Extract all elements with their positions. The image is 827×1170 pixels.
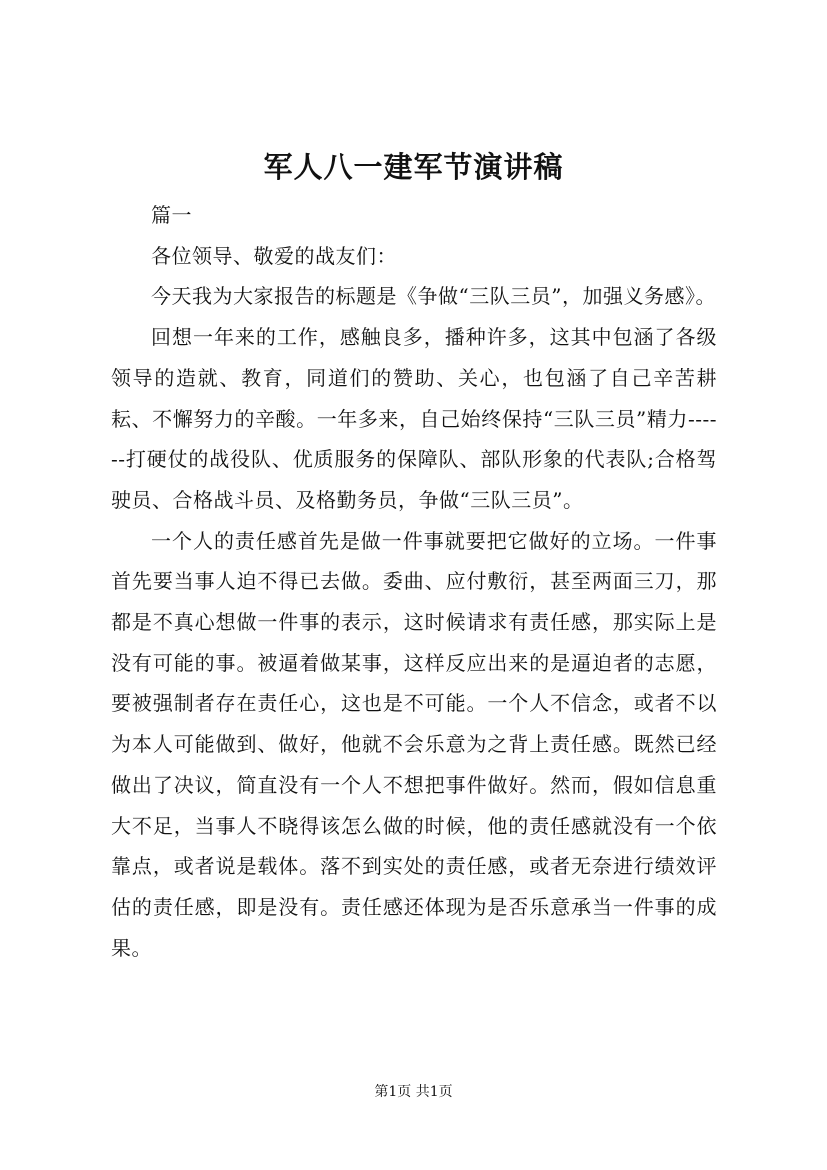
responsibility-paragraph: 一个人的责任感首先是做一件事就要把它做好的立场。一件事首先要当事人迫不得已去做。委曲、应付敷衍，甚至两面三刀，那都是不真心想做一件事的表示，这时候请求有责任感，那实际上是没有可能的事。被逼着做某事，这样反应出来的是逼迫者的志愿，要被强制者存在责任心，这也是不可能。一个人不信念，或者不以为本人可能做到、做好，他就不会乐意为之背上责任感。既然已经做出了决议，简直没有一个人不想把事件做好。然而，假如信息重大不足，当事人不晓得该怎么做的时候，他的责任感就没有一个依靠点，或者说是载体。落不到实处的责任感，或者无奈进行绩效评估的责任感，即是没有。责任感还体现为是否乐意承当一件事的成果。 [111, 528, 717, 960]
document-body [111, 195, 717, 968]
review-paragraph: 回想一年来的工作，感触良多，播种许多，这其中包涵了各级领导的造就、教育，同道们的赞助、关心，也包涵了自己辛苦耕耘、不懈努力的辛酸。一年多来，自己始终保持“三队三员”精力------打硬仗的战役队、优质服务的保障队、部队形象的代表队;合格驾驶员、合格战斗员、及格勤务员，争做“三队三员”。 [111, 325, 717, 512]
section-heading: 篇一 [151, 203, 192, 227]
salutation-paragraph: 各位领导、敬爱的战友们： [151, 243, 397, 268]
topic-paragraph: 今天我为大家报告的标题是《争做“三队三员”，加强义务感》。 [151, 284, 716, 309]
document-title: 军人八一建军节演讲稿 [263, 150, 564, 184]
page-number-footer: 第1页 共1页 [374, 1084, 453, 1100]
